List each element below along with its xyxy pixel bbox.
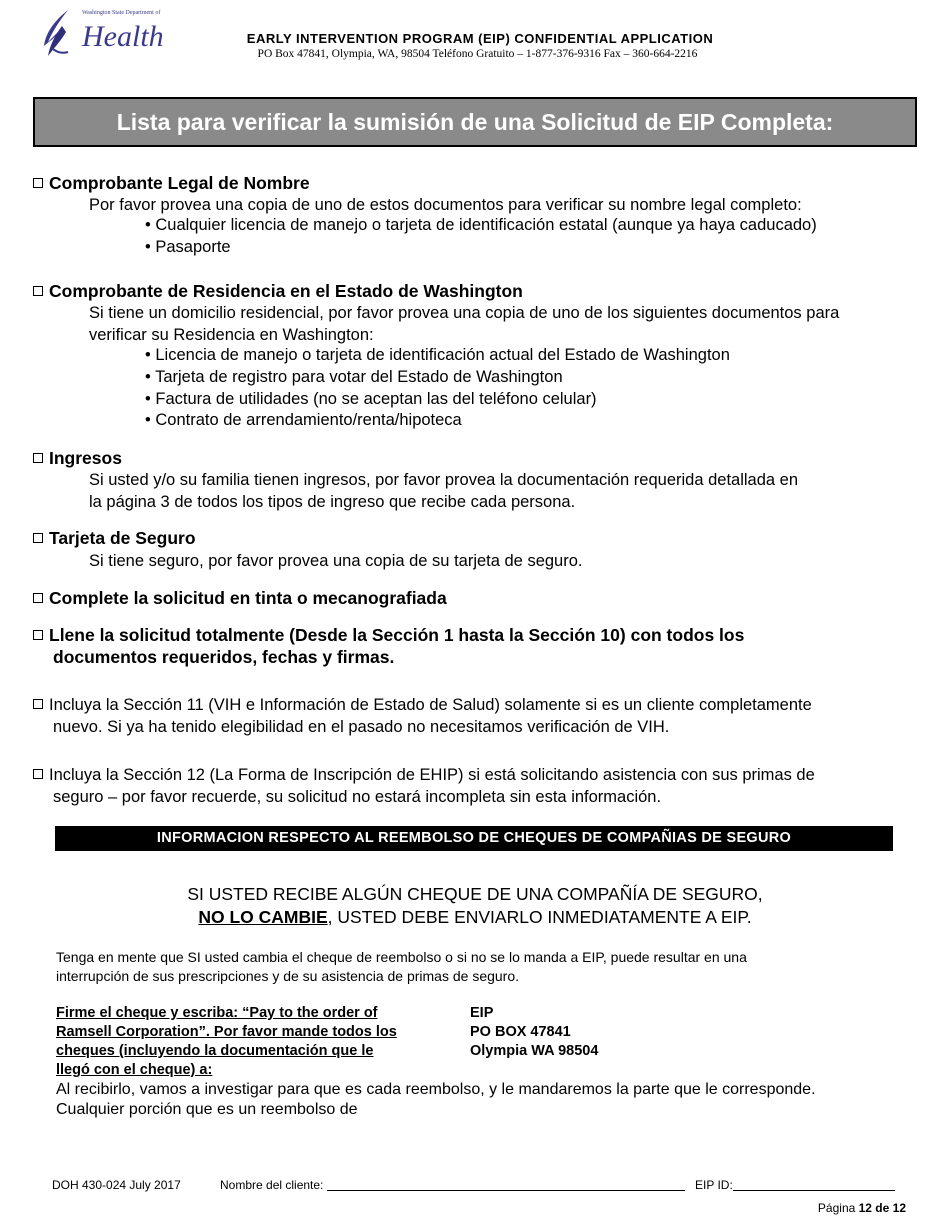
reembolso-warning-rest: , USTED DEBE ENVIARLO INMEDIATAMENTE A EIP. <box>327 907 752 927</box>
sign-line: Firme el cheque y escriba: “Pay to the order of <box>56 1005 378 1021</box>
residencia-bullet: • Contrato de arrendamiento/renta/hipoteca <box>145 410 462 432</box>
residencia-heading: Comprobante de Residencia en el Estado de Washington <box>49 281 523 301</box>
mailing-address <box>470 1004 598 1061</box>
checkbox-icon[interactable] <box>33 630 43 640</box>
tinta-heading: Complete la solicitud en tinta o mecanografiada <box>49 588 447 608</box>
doh-logo <box>38 6 168 62</box>
nombre-bullet: • Pasaporte <box>145 237 231 259</box>
checklist-item-llene <box>33 624 744 646</box>
checkbox-icon[interactable] <box>33 286 43 296</box>
checklist-item-seguro <box>33 527 196 549</box>
reembolso-note-line: Tenga en mente que SI usted cambia el cheque de reembolso o si no se lo manda a EIP, puede resultar en una <box>56 949 747 965</box>
seccion11-line: Incluya la Sección 11 (VIH e Información de Estado de Salud) solamente si es un cliente completamente <box>49 696 812 714</box>
checklist-item-tinta <box>33 587 447 609</box>
seguro-text: Si tiene seguro, por favor provea una copia de su tarjeta de seguro. <box>89 552 583 570</box>
residencia-intro: Si tiene un domicilio residencial, por favor provea una copia de uno de los siguientes documentos para <box>89 304 840 322</box>
residencia-bullet: • Tarjeta de registro para votar del Estado de Washington <box>145 367 563 389</box>
seccion12-line: Incluya la Sección 12 (La Forma de Inscripción de EHIP) si está solicitando asistencia con sus primas de <box>49 766 815 784</box>
sign-line: llegó con el cheque) a: <box>56 1062 213 1078</box>
form-id: DOH 430-024 July 2017 <box>52 1178 181 1192</box>
reembolso-warning-line <box>60 906 890 929</box>
feather-logo-icon <box>38 8 78 60</box>
eip-id-field <box>695 1178 895 1192</box>
reembolso-warning-line: SI USTED RECIBE ALGÚN CHEQUE DE UNA COMPAÑÍA DE SEGURO, <box>187 884 763 904</box>
llene-line: Llene la solicitud totalmente (Desde la Sección 1 hasta la Sección 10) con todos los <box>49 625 745 645</box>
address-line: Olympia WA 98504 <box>470 1043 599 1059</box>
client-name-field <box>220 1178 685 1192</box>
checklist-item-nombre <box>33 172 310 194</box>
checkbox-icon[interactable] <box>33 533 43 543</box>
reembolso-section-header: INFORMACION RESPECTO AL REEMBOLSO DE CHEQUES DE COMPAÑIAS DE SEGURO <box>55 826 893 851</box>
eip-id-label: EIP ID: <box>695 1178 733 1192</box>
llene-line: documentos requeridos, fechas y firmas. <box>53 647 395 667</box>
seguro-heading: Tarjeta de Seguro <box>49 528 196 548</box>
address-line: PO BOX 47841 <box>470 1024 571 1040</box>
residencia-bullet: • Licencia de manejo o tarjeta de identificación actual del Estado de Washington <box>145 345 730 367</box>
header-address: PO Box 47841, Olympia, WA, 98504 Teléfono Gratuito – 1-877-376-9316 Fax – 360-664-2216 <box>257 48 698 60</box>
address-line: EIP <box>470 1005 494 1021</box>
no-lo-cambie-emphasis: NO LO CAMBIE <box>198 907 328 927</box>
checkbox-icon[interactable] <box>33 178 43 188</box>
logo-big-text: Health <box>82 20 164 53</box>
checklist-item-ingresos <box>33 447 122 469</box>
eip-id-input-line[interactable] <box>733 1190 895 1191</box>
sign-line: cheques (incluyendo la documentación que le <box>56 1043 374 1059</box>
checkbox-icon[interactable] <box>33 453 43 463</box>
seccion12-line: seguro – por favor recuerde, su solicitud no estará incompleta sin esta información. <box>53 788 662 806</box>
checkbox-icon[interactable] <box>33 699 43 709</box>
checkbox-icon[interactable] <box>33 593 43 603</box>
reembolso-note-line: interrupción de sus prescripciones y de su asistencia de primas de seguro. <box>56 968 520 984</box>
followup-line: Cualquier porción que es un reembolso de <box>56 1101 358 1118</box>
followup-line: Al recibirlo, vamos a investigar para que es cada reembolso, y le mandaremos la parte que le corresponde. <box>56 1081 816 1098</box>
checklist-item-seccion12 <box>33 764 815 786</box>
page-count: 12 de 12 <box>858 1201 906 1215</box>
nombre-bullet: • Cualquier licencia de manejo o tarjeta de identificación estatal (aunque ya haya caducado) <box>145 215 817 237</box>
sign-instructions <box>56 1004 456 1080</box>
page-prefix: Página <box>817 1201 859 1215</box>
page-number <box>818 1201 906 1215</box>
seccion11-line: nuevo. Si ya ha tenido elegibilidad en el pasado no necesitamos verificación de VIH. <box>53 718 670 736</box>
sign-line: Ramsell Corporation”. Por favor mande todos los <box>56 1024 397 1040</box>
ingresos-heading: Ingresos <box>49 448 122 468</box>
ingresos-text: la página 3 de todos los tipos de ingreso que recibe cada persona. <box>89 493 576 511</box>
residencia-intro: verificar su Residencia en Washington: <box>89 326 374 344</box>
checklist-item-residencia <box>33 280 523 302</box>
logo-small-text: Washington State Department of <box>82 10 161 16</box>
checklist-item-seccion11 <box>33 694 812 716</box>
residencia-bullet: • Factura de utilidades (no se aceptan las del teléfono celular) <box>145 389 597 411</box>
reembolso-followup <box>56 1080 916 1120</box>
client-name-input-line[interactable] <box>327 1190 685 1191</box>
nombre-intro: Por favor provea una copia de uno de estos documentos para verificar su nombre legal completo: <box>89 196 802 214</box>
checkbox-icon[interactable] <box>33 769 43 779</box>
header-title: EARLY INTERVENTION PROGRAM (EIP) CONFIDENTIAL APPLICATION <box>246 31 714 46</box>
client-name-label: Nombre del cliente: <box>220 1178 324 1192</box>
page-title-banner: Lista para verificar la sumisión de una Solicitud de EIP Completa: <box>33 97 917 147</box>
ingresos-text: Si usted y/o su familia tienen ingresos, por favor provea la documentación requerida detallada en <box>89 471 799 489</box>
nombre-heading: Comprobante Legal de Nombre <box>49 173 310 193</box>
